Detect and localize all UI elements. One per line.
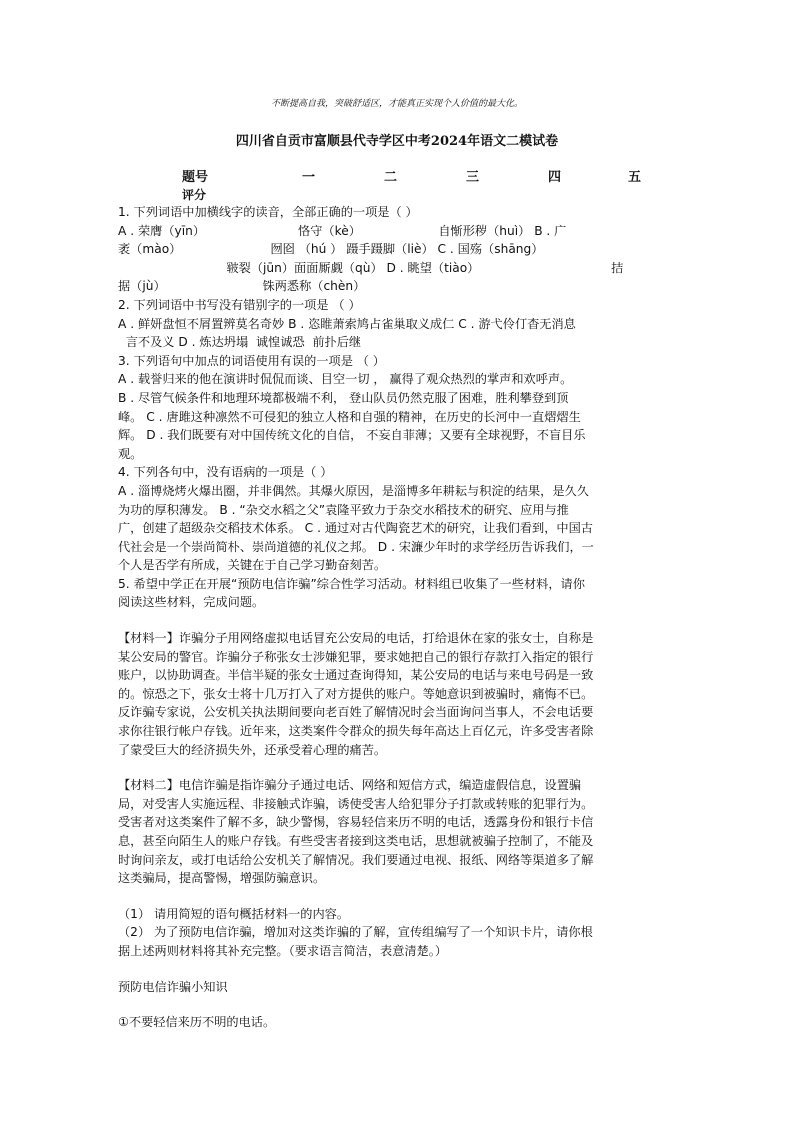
q1-line: 皲裂（jūn）面面厮觑（qù） D . 眺望（tiào） 拮 [118,260,624,275]
q4-line: 为功的厚积薄发。 B . “杂交水稻之父”袁隆平致力于杂交水稻技术的研究、应用与推 [118,502,569,517]
material-one-line: 的。惊恐之下，张女士将十几万打入了对方提供的账户。等她意识到被骗时，痛悔不已。 [118,686,594,701]
material-one-line: 了蒙受巨大的经济损失外，还承受着心理的痛苦。 [118,742,387,757]
q1-stem: 1. 下列词语中加横线字的读音，全部正确的一项是（ ） [118,205,418,219]
q1-line: 袤（mào） 囫囵 （hú ） 蹑手蹑脚（liè） C . 国殇（shāng） [118,242,544,257]
material-two-line: 【材料二】电信诈骗是指诈骗分子通过电话、网络和短信方式，编造虚假信息，设置骗 [118,778,582,793]
q2-line: A . 鲜妍盘恒不屑置辨莫名奇妙 B . 恣睢萧索鸠占雀巢取义成仁 C . 游弋伶仃杳无消息 [118,316,576,331]
subquestion-1: （1） 请用简短的语句概括材料一的内容。 [118,906,350,921]
knowledge-card-item: ①不要轻信来历不明的电话。 [118,1015,276,1030]
material-two [118,776,678,888]
q4-line: 广，创建了超级杂交稻技术体系。 C . 通过对古代陶瓷艺术的研究，让我们看到，中国古 [118,521,593,536]
q3-line: 峰。 C . 唐雎这种凛然不可侵犯的独立人格和自强的精神，在历史的长河中一直熠熠生 [118,409,581,424]
material-two-line: 受害者对这类案件了解不多，缺少警惕，容易轻信来历不明的电话，透露身份和银行卡信 [118,815,594,830]
q4-stem: 4. 下列各句中，没有语病的一项是（ ） [118,465,333,480]
q4-line: 代社会是一个崇尚简朴、崇尚道德的礼仪之邦。 D . 宋濂少年时的求学经历告诉我们，一 [118,539,594,554]
score-col-3: 三 [466,170,480,185]
q2-stem: 2. 下列词语中书写没有错别字的一项是 （ ） [118,297,361,312]
score-col-1: 一 [302,170,316,185]
q1-line: 据（jù） 铢两悉称（chèn） [118,279,366,294]
q3-line: B . 尽管气候条件和地理环境都极端不利， 登山队员仍然克服了困难，胜利攀登到顶 [118,390,569,405]
exam-title: 四川省自贡市富顺县代寺学区中考2024年语文二模试卷 [235,134,559,149]
knowledge-card-title: 预防电信诈骗小知识 [118,979,228,994]
material-one-line: 【材料一】诈骗分子用网络虚拟电话冒充公安局的电话，打给退休在家的张女士，自称是 [118,631,594,646]
q4-line: A . 淄博烧烤火爆出圈，并非偶然。其爆火原因，是淄博多年耕耘与积淀的结果，是久久 [118,483,589,498]
q5-stem: 阅读这些材料，完成问题。 [118,595,265,610]
q3-stem: 3. 下列语句中加点的词语使用有误的一项是 （ ） [118,353,385,368]
material-one-line: 反诈骗专家说，公安机关执法期间要向老百姓了解情况时会当面询问当事人，不会电话要 [118,705,594,720]
score-col-4: 四 [548,170,562,185]
q4-line: 个人是否学有所成，关键在于自己学习勤奋刻苦。 [118,558,387,573]
subquestion-2: 据上述两则材料将其补充完整。（要求语言简洁，表意清楚。） [118,943,448,958]
score-col-2: 二 [384,170,398,185]
material-one [118,629,678,759]
q5-stem: 5. 希望中学正在开展“预防电信诈骗”综合性学习活动。材料组已收集了一些材料，请你 [118,576,585,591]
material-one-line: 求你往银行帐户存钱。近年来，这类案件令群众的损失每年高达上百亿元，许多受害者除 [118,724,594,739]
score-table-header [0,166,794,184]
q3-line: 辉。 D . 我们既要有对中国传统文化的自信， 不妄自菲薄；又要有全球视野，不盲目乐 [118,428,586,443]
material-one-line: 某公安局的警官。诈骗分子称张女士涉嫌犯罪，要求她把自己的银行存款打入指定的银行 [118,649,594,664]
exam-body [118,203,678,1032]
score-header-label: 题号 [182,170,209,185]
material-two-line: 时询问亲友，或打电话给公安机关了解情况。我们要通过电视、报纸、网络等渠道多了解 [118,852,594,867]
subquestion-2: （2） 为了预防电信诈骗，增加对这类诈骗的了解，宣传组编写了一个知识卡片，请你根 [118,925,593,940]
q2-line: 言不及义 D . 炼达坍塌 诚惶诚恐 前扑后继 [118,335,362,350]
material-two-line: 这类骗局，提高警惕，增强防骗意识。 [118,871,326,886]
q3-line: A . 载誉归来的他在演讲时侃侃而谈、目空一切 ， 赢得了观众热烈的掌声和欢呼声。 [118,372,573,387]
material-two-line: 息，甚至向陌生人的账户存钱。有些受害者接到这类电话，思想就被骗子控制了，不能及 [118,834,594,848]
q3-line: 观。 [118,446,143,461]
score-row-label: 评分 [182,188,207,202]
score-col-5: 五 [628,170,642,185]
material-two-line: 局，对受害人实施远程、非接触式诈骗，诱使受害人给犯罪分子打款或转账的犯罪行为。 [118,796,594,811]
motto-header: 不断提高自我，突破舒适区，才能真正实现个人价值的最大化。 [270,99,523,109]
q1-line: A . 荣膺（yīn） 恪守（kè） 自惭形秽（huì） B . 广 [118,223,567,238]
material-one-line: 账户，以协助调查。半信半疑的张女士通过查询得知，某公安局的电话与来电号码是一致 [118,668,594,683]
